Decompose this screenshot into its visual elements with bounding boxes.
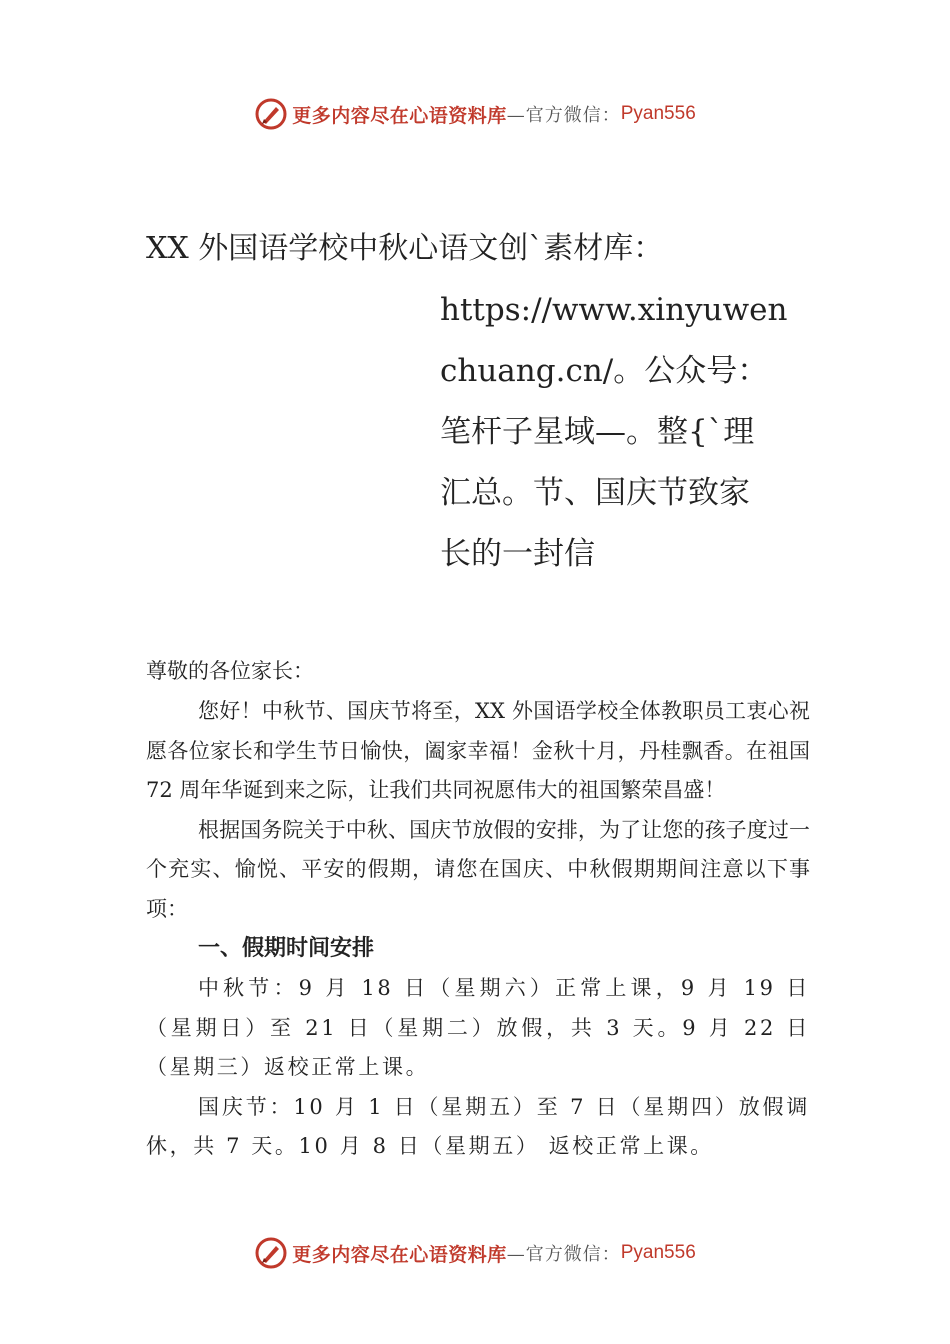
paragraph-mid-autumn: 中秋节：9 月 18 日（星期六）正常上课，9 月 19 日（星期日）至 21 日（星期二）放假，共 3 天。9 月 22 日（星期三）返校正常上课。	[146, 976, 810, 1079]
watermark-text: 更多内容尽在心语资料库	[292, 1243, 507, 1266]
document-title-line1: XX 外国语学校中秋心语文创`素材库：	[146, 231, 664, 266]
paragraph-national-day: 国庆节：10 月 1 日（星期五）至 7 日（星期四）放假调休，共 7 天。10 月 8 日（星期五） 返校正常上课。	[146, 1094, 810, 1158]
title-line: https://www.xinyuwen	[440, 292, 788, 328]
paragraph-arrangement: 根据国务院关于中秋、国庆节放假的安排，为了让您的孩子度过一个充实、愉悦、平安的假期，请您在国庆、中秋假期期间注意以下事项：	[146, 817, 810, 921]
document-title-block	[440, 280, 810, 585]
watermark-wechat-label: —官方微信：	[506, 105, 621, 126]
title-line: 长的一封信	[440, 536, 595, 572]
watermark-wechat-label: —官方微信：	[506, 1244, 621, 1265]
section-heading-holiday-schedule: 一、假期时间安排	[198, 936, 375, 961]
watermark-header-top	[0, 94, 950, 134]
pen-logo-icon	[254, 1236, 288, 1270]
watermark-text: 更多内容尽在心语资料库	[292, 104, 507, 127]
watermark-wechat-id: Pyan556	[620, 1242, 696, 1263]
pen-logo-icon	[254, 97, 288, 131]
title-line: 汇总。节、国庆节致家	[440, 475, 750, 511]
paragraph-greeting: 您好！中秋节、国庆节将至，XX 外国语学校全体教职员工衷心祝愿各位家长和学生节日愉快，阖家幸福！金秋十月，丹桂飘香。在祖国 72 周年华诞到来之际，让我们共同祝愿伟大的祖国繁荣昌盛！	[146, 699, 810, 802]
watermark-wechat-id: Pyan556	[620, 103, 696, 124]
watermark-header-bottom	[0, 1233, 950, 1273]
letter-body	[146, 692, 810, 1167]
title-line: 笔杆子星域—。整{`理	[440, 414, 755, 450]
letter-salutation: 尊敬的各位家长：	[146, 659, 314, 683]
title-line: chuang.cn/。公众号：	[440, 353, 769, 389]
